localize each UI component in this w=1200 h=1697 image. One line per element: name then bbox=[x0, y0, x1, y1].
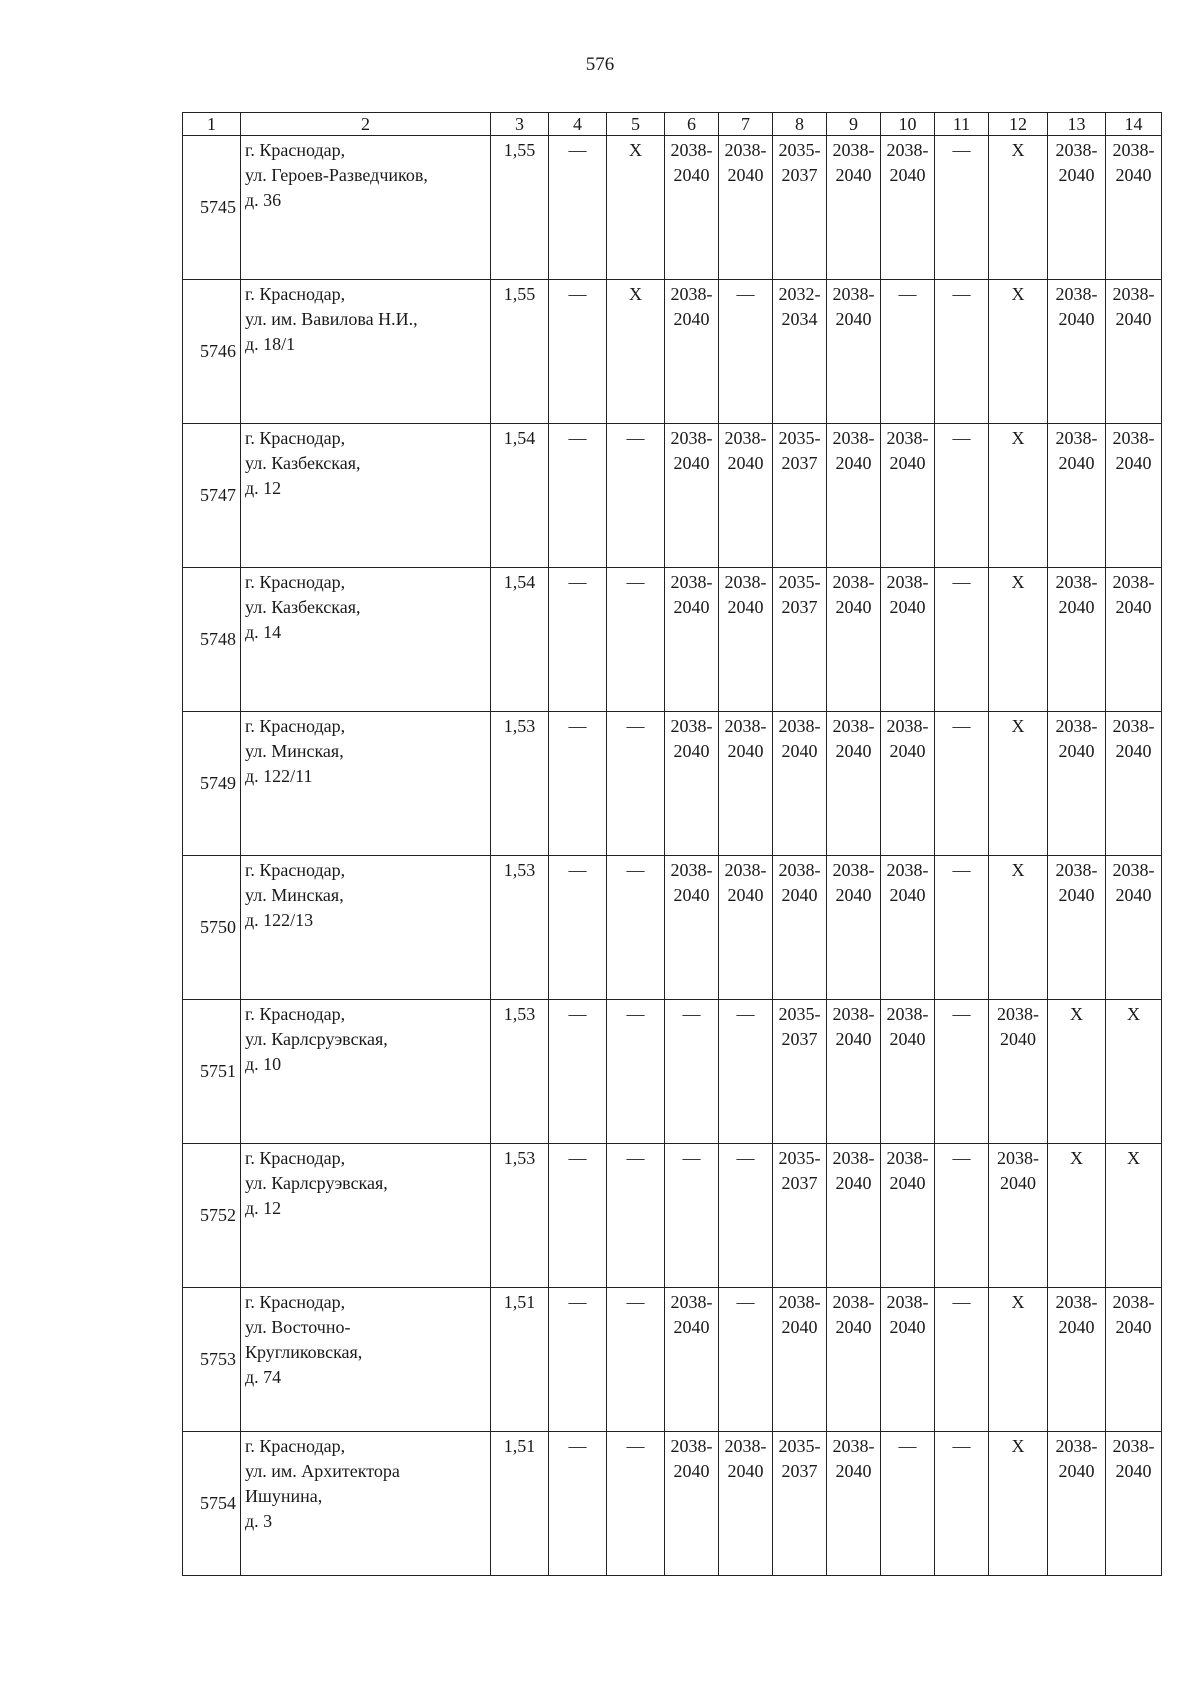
value-cell-col-12: Х bbox=[989, 712, 1048, 856]
value-cell-col-7: 2038- 2040 bbox=[719, 136, 773, 280]
table-row bbox=[183, 280, 1162, 424]
address-line: д. 14 bbox=[245, 622, 282, 642]
address-line: д. 74 bbox=[245, 1367, 282, 1387]
value-cell-col-6: — bbox=[665, 1000, 719, 1144]
page-number: 576 bbox=[585, 54, 615, 75]
value-cell-col-11: — bbox=[935, 856, 989, 1000]
address-line: г. Краснодар, bbox=[245, 1292, 346, 1312]
value-cell-col-5: Х bbox=[607, 136, 665, 280]
table-row bbox=[183, 1432, 1162, 1576]
area-cell: 1,53 bbox=[491, 1000, 549, 1144]
value-cell-col-8: 2035- 2037 bbox=[773, 1432, 827, 1576]
address-line: д. 122/11 bbox=[245, 766, 313, 786]
value-cell-col-5: — bbox=[607, 1432, 665, 1576]
value-cell-col-4: — bbox=[549, 136, 607, 280]
value-cell-col-14: 2038- 2040 bbox=[1106, 1288, 1162, 1432]
value-cell-col-6: 2038- 2040 bbox=[665, 424, 719, 568]
value-cell-col-11: — bbox=[935, 1432, 989, 1576]
value-cell-col-9: 2038- 2040 bbox=[827, 568, 881, 712]
value-cell-col-13: 2038- 2040 bbox=[1048, 712, 1106, 856]
value-cell-col-10: 2038- 2040 bbox=[881, 712, 935, 856]
value-cell-col-14: 2038- 2040 bbox=[1106, 856, 1162, 1000]
value-cell-col-4: — bbox=[549, 1144, 607, 1288]
value-cell-col-8: 2035- 2037 bbox=[773, 424, 827, 568]
value-cell-col-7: — bbox=[719, 1000, 773, 1144]
value-cell-col-6: 2038- 2040 bbox=[665, 856, 719, 1000]
value-cell-col-13: Х bbox=[1048, 1144, 1106, 1288]
value-cell-col-7: — bbox=[719, 280, 773, 424]
value-cell-col-10: — bbox=[881, 1432, 935, 1576]
address-cell bbox=[241, 712, 491, 856]
column-header-11: 11 bbox=[935, 113, 989, 136]
row-number: 5754 bbox=[183, 1432, 241, 1576]
table-body bbox=[183, 136, 1162, 1576]
address-line: Ишунина, bbox=[245, 1486, 323, 1506]
address-cell bbox=[241, 856, 491, 1000]
value-cell-col-6: 2038- 2040 bbox=[665, 1288, 719, 1432]
address-line: ул. Карлсруэвская, bbox=[245, 1029, 388, 1049]
header-row bbox=[183, 113, 1162, 136]
value-cell-col-14: Х bbox=[1106, 1000, 1162, 1144]
value-cell-col-9: 2038- 2040 bbox=[827, 856, 881, 1000]
value-cell-col-13: 2038- 2040 bbox=[1048, 424, 1106, 568]
address-line: г. Краснодар, bbox=[245, 140, 346, 160]
column-header-12: 12 bbox=[989, 113, 1048, 136]
value-cell-col-9: 2038- 2040 bbox=[827, 712, 881, 856]
value-cell-col-4: — bbox=[549, 1000, 607, 1144]
value-cell-col-9: 2038- 2040 bbox=[827, 1000, 881, 1144]
area-cell: 1,53 bbox=[491, 712, 549, 856]
value-cell-col-13: Х bbox=[1048, 1000, 1106, 1144]
table-row bbox=[183, 1144, 1162, 1288]
value-cell-col-6: 2038- 2040 bbox=[665, 568, 719, 712]
address-cell bbox=[241, 1288, 491, 1432]
column-header-5: 5 bbox=[607, 113, 665, 136]
column-header-13: 13 bbox=[1048, 113, 1106, 136]
value-cell-col-7: 2038- 2040 bbox=[719, 1432, 773, 1576]
address-line: г. Краснодар, bbox=[245, 1004, 346, 1024]
column-header-8: 8 bbox=[773, 113, 827, 136]
address-line: ул. Героев-Разведчиков, bbox=[245, 165, 428, 185]
value-cell-col-11: — bbox=[935, 424, 989, 568]
table-row bbox=[183, 856, 1162, 1000]
address-cell bbox=[241, 424, 491, 568]
address-cell bbox=[241, 280, 491, 424]
address-line: г. Краснодар, bbox=[245, 1436, 346, 1456]
value-cell-col-9: 2038- 2040 bbox=[827, 136, 881, 280]
value-cell-col-5: — bbox=[607, 856, 665, 1000]
area-cell: 1,51 bbox=[491, 1432, 549, 1576]
table-header bbox=[183, 113, 1162, 136]
row-number: 5750 bbox=[183, 856, 241, 1000]
value-cell-col-8: 2038- 2040 bbox=[773, 712, 827, 856]
row-number: 5745 bbox=[183, 136, 241, 280]
column-header-1: 1 bbox=[183, 113, 241, 136]
value-cell-col-6: — bbox=[665, 1144, 719, 1288]
table-row bbox=[183, 1000, 1162, 1144]
value-cell-col-4: — bbox=[549, 1432, 607, 1576]
value-cell-col-8: 2035- 2037 bbox=[773, 1144, 827, 1288]
address-line: ул. Минская, bbox=[245, 741, 344, 761]
table-row bbox=[183, 712, 1162, 856]
row-number: 5747 bbox=[183, 424, 241, 568]
value-cell-col-8: 2038- 2040 bbox=[773, 856, 827, 1000]
area-cell: 1,55 bbox=[491, 136, 549, 280]
row-number: 5753 bbox=[183, 1288, 241, 1432]
address-line: д. 3 bbox=[245, 1511, 273, 1531]
value-cell-col-7: — bbox=[719, 1144, 773, 1288]
value-cell-col-4: — bbox=[549, 568, 607, 712]
value-cell-col-4: — bbox=[549, 856, 607, 1000]
value-cell-col-10: 2038- 2040 bbox=[881, 1000, 935, 1144]
value-cell-col-4: — bbox=[549, 712, 607, 856]
address-line: д. 10 bbox=[245, 1054, 282, 1074]
address-line: д. 36 bbox=[245, 190, 282, 210]
address-cell bbox=[241, 1000, 491, 1144]
value-cell-col-11: — bbox=[935, 568, 989, 712]
address-line: д. 12 bbox=[245, 478, 282, 498]
value-cell-col-4: — bbox=[549, 1288, 607, 1432]
table-row bbox=[183, 424, 1162, 568]
row-number: 5749 bbox=[183, 712, 241, 856]
address-cell bbox=[241, 568, 491, 712]
value-cell-col-10: 2038- 2040 bbox=[881, 1144, 935, 1288]
address-line: ул. им. Архитектора bbox=[245, 1461, 400, 1481]
value-cell-col-5: — bbox=[607, 712, 665, 856]
column-header-4: 4 bbox=[549, 113, 607, 136]
row-number: 5752 bbox=[183, 1144, 241, 1288]
value-cell-col-14: 2038- 2040 bbox=[1106, 1432, 1162, 1576]
value-cell-col-10: 2038- 2040 bbox=[881, 136, 935, 280]
value-cell-col-10: 2038- 2040 bbox=[881, 1288, 935, 1432]
value-cell-col-11: — bbox=[935, 280, 989, 424]
value-cell-col-7: 2038- 2040 bbox=[719, 424, 773, 568]
address-line: г. Краснодар, bbox=[245, 428, 346, 448]
value-cell-col-12: Х bbox=[989, 280, 1048, 424]
column-header-6: 6 bbox=[665, 113, 719, 136]
value-cell-col-6: 2038- 2040 bbox=[665, 1432, 719, 1576]
value-cell-col-11: — bbox=[935, 1144, 989, 1288]
value-cell-col-5: — bbox=[607, 568, 665, 712]
value-cell-col-12: Х bbox=[989, 424, 1048, 568]
area-cell: 1,53 bbox=[491, 856, 549, 1000]
value-cell-col-12: Х bbox=[989, 568, 1048, 712]
address-line: д. 18/1 bbox=[245, 334, 296, 354]
value-cell-col-14: 2038- 2040 bbox=[1106, 424, 1162, 568]
value-cell-col-11: — bbox=[935, 1288, 989, 1432]
value-cell-col-14: 2038- 2040 bbox=[1106, 568, 1162, 712]
value-cell-col-13: 2038- 2040 bbox=[1048, 136, 1106, 280]
value-cell-col-14: Х bbox=[1106, 1144, 1162, 1288]
value-cell-col-9: 2038- 2040 bbox=[827, 424, 881, 568]
row-number: 5746 bbox=[183, 280, 241, 424]
value-cell-col-9: 2038- 2040 bbox=[827, 1288, 881, 1432]
value-cell-col-10: — bbox=[881, 280, 935, 424]
address-cell bbox=[241, 1432, 491, 1576]
area-cell: 1,54 bbox=[491, 568, 549, 712]
column-header-3: 3 bbox=[491, 113, 549, 136]
value-cell-col-12: Х bbox=[989, 1288, 1048, 1432]
value-cell-col-6: 2038- 2040 bbox=[665, 280, 719, 424]
value-cell-col-14: 2038- 2040 bbox=[1106, 712, 1162, 856]
value-cell-col-8: 2035- 2037 bbox=[773, 136, 827, 280]
address-line: ул. Восточно- bbox=[245, 1317, 351, 1337]
value-cell-col-8: 2035- 2037 bbox=[773, 1000, 827, 1144]
table-row bbox=[183, 1288, 1162, 1432]
value-cell-col-8: 2038- 2040 bbox=[773, 1288, 827, 1432]
value-cell-col-12: Х bbox=[989, 856, 1048, 1000]
value-cell-col-6: 2038- 2040 bbox=[665, 712, 719, 856]
value-cell-col-13: 2038- 2040 bbox=[1048, 1288, 1106, 1432]
value-cell-col-5: — bbox=[607, 1144, 665, 1288]
address-line: ул. Карлсруэвская, bbox=[245, 1173, 388, 1193]
value-cell-col-4: — bbox=[549, 424, 607, 568]
area-cell: 1,53 bbox=[491, 1144, 549, 1288]
value-cell-col-5: — bbox=[607, 1288, 665, 1432]
value-cell-col-9: 2038- 2040 bbox=[827, 280, 881, 424]
address-line: г. Краснодар, bbox=[245, 284, 346, 304]
value-cell-col-8: 2032- 2034 bbox=[773, 280, 827, 424]
value-cell-col-14: 2038- 2040 bbox=[1106, 280, 1162, 424]
value-cell-col-11: — bbox=[935, 712, 989, 856]
address-line: г. Краснодар, bbox=[245, 860, 346, 880]
value-cell-col-10: 2038- 2040 bbox=[881, 424, 935, 568]
address-line: ул. Казбекская, bbox=[245, 597, 361, 617]
column-header-14: 14 bbox=[1106, 113, 1162, 136]
address-line: ул. Казбекская, bbox=[245, 453, 361, 473]
address-line: ул. Минская, bbox=[245, 885, 344, 905]
value-cell-col-8: 2035- 2037 bbox=[773, 568, 827, 712]
value-cell-col-6: 2038- 2040 bbox=[665, 136, 719, 280]
area-cell: 1,55 bbox=[491, 280, 549, 424]
value-cell-col-10: 2038- 2040 bbox=[881, 856, 935, 1000]
address-line: ул. им. Вавилова Н.И., bbox=[245, 309, 418, 329]
schedule-table bbox=[182, 112, 1162, 1576]
value-cell-col-5: — bbox=[607, 1000, 665, 1144]
table-row bbox=[183, 568, 1162, 712]
column-header-10: 10 bbox=[881, 113, 935, 136]
row-number: 5751 bbox=[183, 1000, 241, 1144]
value-cell-col-7: 2038- 2040 bbox=[719, 856, 773, 1000]
column-header-2: 2 bbox=[241, 113, 491, 136]
column-header-7: 7 bbox=[719, 113, 773, 136]
value-cell-col-5: Х bbox=[607, 280, 665, 424]
value-cell-col-11: — bbox=[935, 136, 989, 280]
address-line: д. 12 bbox=[245, 1198, 282, 1218]
value-cell-col-7: — bbox=[719, 1288, 773, 1432]
value-cell-col-13: 2038- 2040 bbox=[1048, 280, 1106, 424]
address-line: д. 122/13 bbox=[245, 910, 314, 930]
value-cell-col-12: 2038- 2040 bbox=[989, 1000, 1048, 1144]
value-cell-col-12: Х bbox=[989, 136, 1048, 280]
table-row bbox=[183, 136, 1162, 280]
column-header-9: 9 bbox=[827, 113, 881, 136]
value-cell-col-9: 2038- 2040 bbox=[827, 1432, 881, 1576]
area-cell: 1,51 bbox=[491, 1288, 549, 1432]
address-cell bbox=[241, 1144, 491, 1288]
address-cell bbox=[241, 136, 491, 280]
value-cell-col-4: — bbox=[549, 280, 607, 424]
value-cell-col-13: 2038- 2040 bbox=[1048, 856, 1106, 1000]
address-line: Кругликовская, bbox=[245, 1342, 363, 1362]
value-cell-col-12: 2038- 2040 bbox=[989, 1144, 1048, 1288]
value-cell-col-14: 2038- 2040 bbox=[1106, 136, 1162, 280]
value-cell-col-13: 2038- 2040 bbox=[1048, 568, 1106, 712]
value-cell-col-13: 2038- 2040 bbox=[1048, 1432, 1106, 1576]
value-cell-col-5: — bbox=[607, 424, 665, 568]
value-cell-col-11: — bbox=[935, 1000, 989, 1144]
row-number: 5748 bbox=[183, 568, 241, 712]
value-cell-col-7: 2038- 2040 bbox=[719, 712, 773, 856]
address-line: г. Краснодар, bbox=[245, 716, 346, 736]
address-line: г. Краснодар, bbox=[245, 1148, 346, 1168]
value-cell-col-10: 2038- 2040 bbox=[881, 568, 935, 712]
value-cell-col-7: 2038- 2040 bbox=[719, 568, 773, 712]
area-cell: 1,54 bbox=[491, 424, 549, 568]
value-cell-col-12: Х bbox=[989, 1432, 1048, 1576]
value-cell-col-9: 2038- 2040 bbox=[827, 1144, 881, 1288]
address-line: г. Краснодар, bbox=[245, 572, 346, 592]
